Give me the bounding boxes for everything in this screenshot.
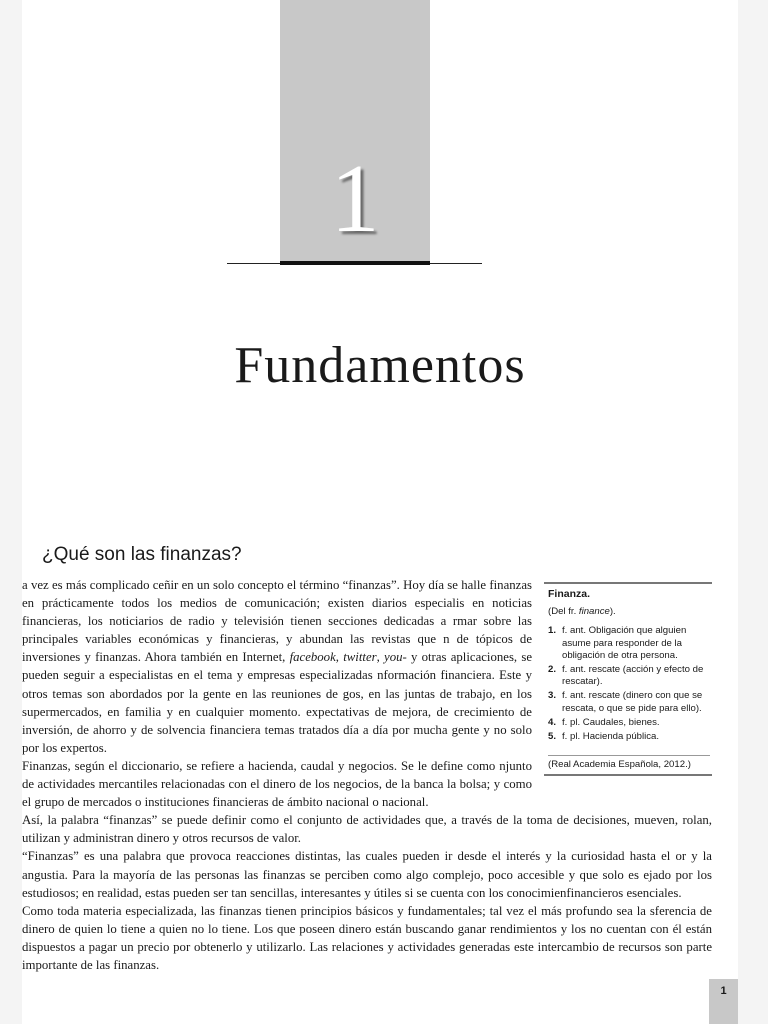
paragraph-4: “Finanzas” es una palabra que provoca reacciones distintas, las cuales pueden ir desde el interés y la curiosidad hasta el or y la angustia. Para la mayoría de las personas las finanzas se perciben como algo complejo, poco accesible y que solo es ejado por los estudiosos; en realidad, estas pueden ser tan sencillas, interesantes y útiles si se cuenta con los conocimienfinancieros esenciales. — [22, 849, 712, 900]
definition-item: 4. f. pl. Caudales, bienes. — [548, 716, 660, 728]
definition-source: (Real Academia Española, 2012.) — [548, 755, 710, 771]
definition-sidebar — [544, 582, 712, 776]
definition-list — [548, 625, 710, 743]
page-number: 1 — [709, 979, 738, 1024]
chapter-number: 1 — [330, 145, 380, 253]
definition-item: 3. f. ant. rescate (dinero con que se rescata, o que se pide para ello). — [548, 690, 703, 714]
definition-item: 5. f. pl. Hacienda pública. — [548, 731, 660, 743]
paragraph-1: a vez es más complicado ceñir en un solo concepto el término “finanzas”. Hoy día se halle finanzas en prácticamente todos los medios de comunicación; existen diarios especialis en noticias financieras, los noticiarios de radio y televisión tienen secciones dedicadas a rmar sobre las principales variables económicas y financieras, y abundan las revistas que n de tópicos de inversiones y finanzas. Ahora también en Internet, facebook, twitter, you- y otras aplicaciones, se pueden seguir a especialistas en el tema y empresas especializadas nformación financiera. Este y otros temas son abordados por la gente en las reuniones de gos, en las juntas de trabajo, en los supermercados, en familia y en cualquier momento. expectativas de mejora, de crecimiento de inversión, de ahorro y de solvencia financiera temas tratados día a día por mucha gente y no solo por los expertos. — [22, 578, 533, 755]
definition-headword: Finanza. — [548, 588, 591, 600]
body-text — [22, 576, 712, 974]
paragraph-5: Como toda materia especializada, las finanzas tienen principios básicos y fundamentales; tal vez el más profundo sea la sferencia de dinero de quien lo tiene a quien no lo tiene. Los que poseen dinero están buscando ganar rendimientos y los no cuentan con él están dispuestos a pagar un precio por obtenerlo y utilizarlo. Las relaciones y actividades generadas este intercambio de recursos son parte importante de las finanzas. — [22, 903, 712, 972]
section-title: ¿Qué son las finanzas? — [42, 544, 242, 565]
definition-item: 2. f. ant. rescate (acción y efecto de rescatar). — [548, 664, 704, 688]
definition-item: 1. f. ant. Obligación que alguien asume para responder de la obligación de otra persona. — [548, 625, 687, 661]
chapter-title: Fundamentos — [234, 337, 526, 394]
chapter-rule-accent — [280, 261, 430, 265]
book-page — [22, 0, 738, 1024]
definition-origin: (Del fr. finance). — [548, 606, 616, 618]
paragraph-3: Así, la palabra “finanzas” se puede definir como el conjunto de actividades que, a través de la toma de decisiones, mueven, rolan, utilizan y administran dinero y otros recursos de valor. — [22, 813, 712, 846]
paragraph-2: Finanzas, según el diccionario, se refiere a hacienda, caudal y negocios. Se le define como njunto de actividades mercantiles relacionadas con el dinero de los negocios, de la banca la bolsa; y como el grupo de mercados o instituciones financieras de ámbito nacional o nacional. — [22, 758, 532, 810]
